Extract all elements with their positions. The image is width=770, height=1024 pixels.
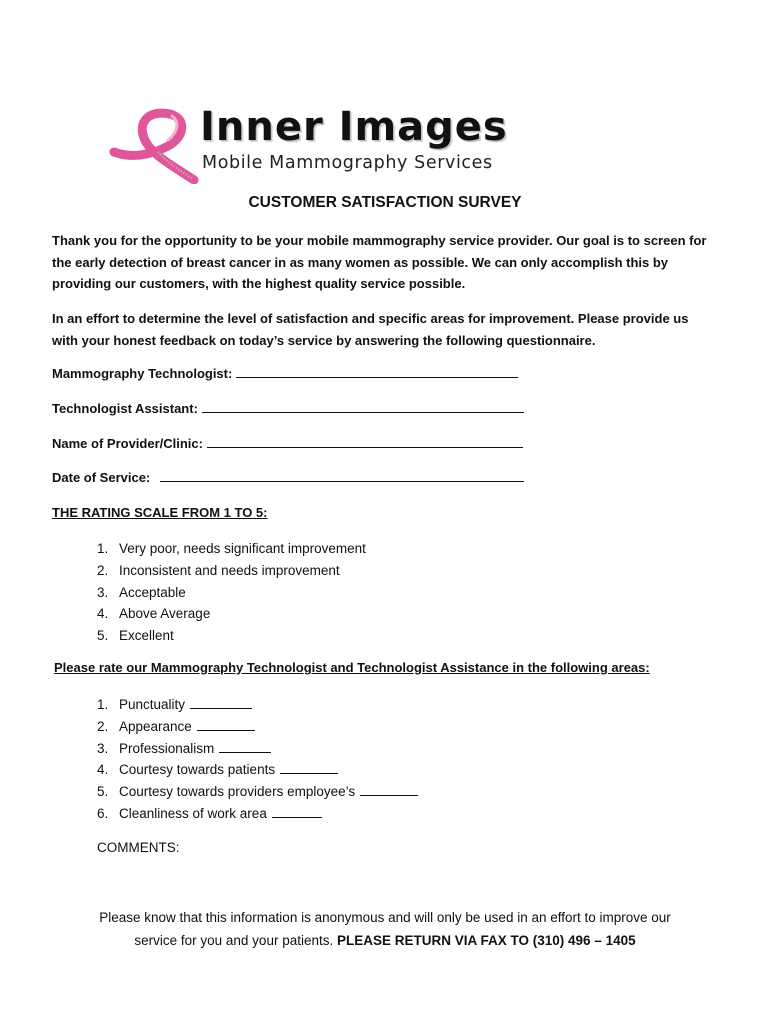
assistant-input-line[interactable]: [202, 401, 524, 413]
fax-instruction: PLEASE RETURN VIA FAX TO (310) 496 – 1405: [337, 933, 636, 948]
list-item: 3. Acceptable: [97, 584, 186, 600]
rating-areas-heading: Please rate our Mammography Technologist and Technologist Assistance in the following areas:: [54, 660, 650, 675]
rating-scale-heading: THE RATING SCALE FROM 1 TO 5:: [52, 505, 268, 520]
rating-areas-list: [97, 694, 418, 825]
list-item: 5. Excellent: [97, 628, 174, 644]
rating-blank[interactable]: [219, 741, 271, 753]
rating-item-cleanliness: 6. Cleanliness of work area: [97, 803, 418, 825]
field-label: Technologist Assistant:: [52, 401, 198, 416]
rating-blank[interactable]: [197, 719, 255, 731]
rating-blank[interactable]: [272, 806, 322, 818]
field-label: Date of Service:: [52, 470, 151, 485]
comments-label: COMMENTS:: [97, 840, 180, 855]
survey-title: CUSTOMER SATISFACTION SURVEY: [248, 194, 522, 211]
company-logo: [108, 104, 588, 184]
field-label: Name of Provider/Clinic:: [52, 436, 203, 451]
technologist-field[interactable]: [52, 366, 518, 381]
rating-item-courtesy-providers: 5. Courtesy towards providers employee’s: [97, 781, 418, 803]
list-item: 1. Very poor, needs significant improvement: [97, 541, 366, 556]
rating-blank[interactable]: [280, 762, 338, 774]
brand-subtitle: Mobile Mammography Services: [202, 153, 493, 173]
rating-item-professionalism: 3. Professionalism: [97, 738, 418, 760]
date-of-service-field[interactable]: [52, 470, 524, 485]
field-label: Mammography Technologist:: [52, 366, 233, 381]
list-item: 2. Inconsistent and needs improvement: [97, 562, 340, 578]
pink-ribbon-icon: [108, 108, 200, 184]
technologist-input-line[interactable]: [236, 366, 518, 378]
footer-line-1: Please know that this information is anonymous and will only be used in an effort to improve our: [99, 910, 671, 925]
assistant-field[interactable]: [52, 401, 524, 416]
rating-scale-list: [97, 538, 366, 647]
provider-clinic-input-line[interactable]: [207, 436, 523, 448]
brand-title: Inner Images: [200, 104, 508, 150]
date-of-service-input-line[interactable]: [160, 470, 524, 482]
rating-item-punctuality: 1. Punctuality: [97, 694, 418, 716]
rating-item-appearance: 2. Appearance: [97, 716, 418, 738]
intro-paragraph: Thank you for the opportunity to be your mobile mammography service provider. Our goal is to screen for the early detection of breast cancer in as many women as possible. We can only accomplish this by providing our customers, with the highest quality service possible.: [52, 233, 707, 291]
list-item: 4. Above Average: [97, 606, 211, 622]
rating-blank[interactable]: [360, 784, 418, 796]
rating-item-courtesy-patients: 4. Courtesy towards patients: [97, 759, 418, 781]
purpose-paragraph: In an effort to determine the level of satisfaction and specific areas for improvement. Please provide us with your honest feedback on today’s service by answering the following questionnaire.: [52, 311, 689, 348]
footer-note: [60, 906, 710, 952]
rating-blank[interactable]: [190, 697, 252, 709]
footer-line-2: service for you and your patients. PLEASE RETURN VIA FAX TO (310) 496 – 1405: [134, 933, 636, 948]
provider-clinic-field[interactable]: [52, 436, 523, 451]
